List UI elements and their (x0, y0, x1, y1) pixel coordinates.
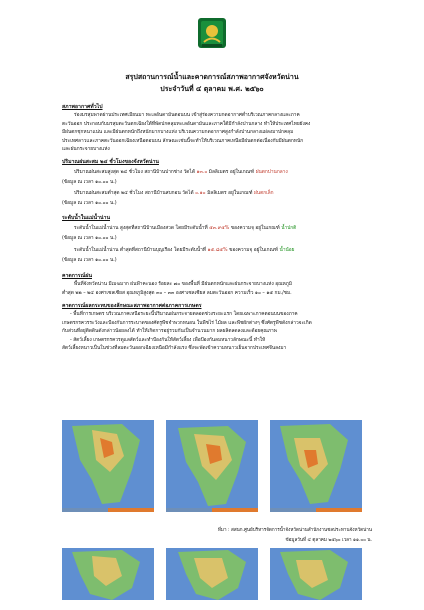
general-weather-text (62, 112, 376, 155)
rain-max-level: ฝนตกปานกลาง (255, 170, 288, 175)
rain-max-label: ปริมาณฝนสะสมสูงสุด ๒๔ ชั่วโมง สถานีบ้านปากช่าง วัดได้ (74, 170, 195, 175)
agri-line: เกษตรกรควรระวังและป้องกันการระบาดของศัตรูพืชจำพวกหนอน ในพืชไร่ ไม้ผล และพืชผักต่างๆ ซึ่งศัตรูพืชดังกล่าวจะเกิด (62, 320, 312, 326)
water-low-label: ระดับน้ำในแม่น้ำน่าน ต่ำสุดที่สถานีบ้านบุญเรือง โดยมีระดับน้ำที่ (74, 248, 206, 253)
forecast-line: ต่ำสุด ๒๒ – ๒๔ องศาเซลเซียส อุณหภูมิสูงสุด ๓๐ – ๓๓ องศาเซลเซียส ลมตะวันออก ความเร็ว ๑๐ – ๑๕ กม./ชม. (62, 290, 292, 296)
rain-forecast-maps-row1 (62, 420, 362, 516)
forecast-line: พื้นที่จังหวัดน่าน มีเมฆมาก ฝนฟ้าคะนอง ร้อยละ ๗๐ ของพื้นที่ มีฝนตกหนักและฝนกระจายบางแห่ง อุณหภูมิ (74, 282, 293, 287)
water-low-unit: ของความจุ อยู่ในเกณฑ์ (229, 248, 279, 253)
rain-min-unit: มิลลิเมตร อยู่ในเกณฑ์ (207, 191, 253, 196)
rain-forecast-map (166, 548, 258, 600)
government-seal-logo (196, 14, 228, 52)
rain-min-label: ปริมาณฝนสะสมต่ำสุด ๒๔ ชั่วโมง สถานีบ้านสบกอน วัดได้ (74, 191, 194, 196)
water-high-level: น้ำปกติ (281, 226, 297, 231)
water-low-line (74, 246, 295, 254)
rain-min-value: ๐.๑๐ (195, 191, 206, 196)
rain-max-value: ๑๓.๐ (196, 170, 208, 175)
rain-max-unit: มิลลิเมตร อยู่ในเกณฑ์ (208, 170, 255, 175)
rain-min-source: (ข้อมูล ณ เวลา ๑๐.๐๐ น.) (62, 201, 117, 206)
rain-max-source: (ข้อมูล ณ เวลา ๑๐.๐๐ น.) (62, 180, 117, 185)
forecast-text (62, 281, 376, 298)
document-date: ประจำวันที่ ๔ ตุลาคม พ.ศ. ๒๕๖๐ (160, 85, 264, 93)
general-line: และฝนกระจายบางแห่ง (62, 147, 110, 153)
rain-forecast-map (270, 548, 362, 600)
rain-forecast-map (62, 420, 154, 516)
section-heading-forecast: คาดการณ์ฝน (62, 273, 92, 279)
rain-forecast-maps-row2 (62, 548, 362, 610)
data-date-note: ข้อมูลวันที่ ๔ ตุลาคม ๒๕๖๐ เวลา ๑๑.๐๐ น. (285, 538, 372, 543)
general-line: ประเทศลาวและภาคตะวันออกเฉียงเหนือตอนบน ลักษณะเช่นนี้จะทำให้บริเวณภาคเหนือมีฝนตกต่อเนื่องกับมีฝนตกหนัก (62, 138, 304, 144)
agri-line: สัตว์เลี้ยงหนาวเป็นในช่วงที่ลมตะวันออกเฉียงเหนือมีกำลังแรง ซึ่งจะพัดเข้าความหนาวเย็นจากประเทศจีนลงมา (62, 346, 287, 352)
rain-forecast-map (62, 548, 154, 600)
agri-line: - สัตว์เลี้ยง เกษตรกรควรดูแลสัตว์และทำป้องกันให้สัตว์เลี้ยง เพื่อป้องกันลมหนาวลักษณะนี้ ทำให้ (70, 337, 266, 343)
source-note: ที่มา : สสนก.ศูนย์บริหารจัดการน้ำจังหวัดน่านสำนักงานชลประทานจังหวัดน่าน (217, 528, 372, 533)
document-title: สรุปสถานการณ์น้ำและคาดการณ์สภาพอากาศจังหวัดน่าน (125, 73, 299, 81)
water-high-source: (ข้อมูล ณ เวลา ๑๐.๐๐ น.) (62, 236, 117, 241)
rain-min-level: ฝนตกเล็ก (253, 191, 274, 196)
rain-forecast-map (166, 420, 258, 516)
agri-line: - พื้นที่การเกษตร บริเวณภาคเหนือระยะนี้ปริมาณฝนกระจายตลอดช่วงระยะแรก โดยเฉพาะภาคตอนบนของภาค (70, 312, 298, 317)
agri-line: กับส่วนที่อยู่ติดดินดังกล่าวน้อยลงได้ ทำให้เกิดการอยู่รวมกันเป็นจำนวนมาก ผลผลิตลดลงและด้อยคุณภาพ (62, 329, 277, 335)
water-high-label: ระดับน้ำในแม่น้ำน่าน สูงสุดที่สถานีบ้านเมืองสวด โดยมีระดับน้ำที่ (74, 226, 208, 231)
water-low-source: (ข้อมูล ณ เวลา ๑๐.๐๐ น.) (62, 258, 117, 263)
water-low-level: น้ำน้อย (279, 248, 295, 253)
rain-max-line (74, 168, 288, 176)
water-high-line (74, 224, 296, 232)
agriculture-text (62, 311, 376, 354)
rain-min-line (74, 189, 274, 197)
general-line: ตะวันออก ประกอบกับมรสุมตะวันตกเฉียงใต้ที่พัดปกคลุมทะเลอันดามันและภาคใต้มีกำลังปานกลาง ทำให้ประเทศไทยยังคง (62, 121, 311, 127)
water-low-value: ๑๕.๘๕% (207, 248, 228, 253)
general-line: มีฝนตกชุกหนาแน่น และมีฝนตกหนักถึงหนักมากบางแห่ง บริเวณความกดอากาศสูงกำลังปานกลางแผ่ลงมาปกคลุม (62, 130, 294, 136)
water-high-value: ๕๓.๙๕% (209, 226, 230, 231)
section-heading-general: สภาพอากาศทั่วไป (62, 104, 103, 110)
section-heading-agriculture: คาดการณ์ผลกระทบของลักษณะสภาพอากาศต่อภาคการเกษตร (62, 303, 202, 309)
section-heading-water: ระดับน้ำในแม่น้ำน่าน (62, 215, 110, 221)
water-high-unit: ของความจุ อยู่ในเกณฑ์ (230, 226, 280, 231)
rain-forecast-map (270, 420, 362, 516)
section-heading-rain: ปริมาณฝนสะสม ๒๔ ชั่วโมงของจังหวัดน่าน (62, 159, 159, 165)
general-line: ร่องมรสุมพาดผ่านประเทศเมียนมา ทะเลอันดามันตอนบน เข้าสู่ร่องความกดอากาศต่ำบริเวณภาคกลางและภาค (74, 113, 300, 118)
